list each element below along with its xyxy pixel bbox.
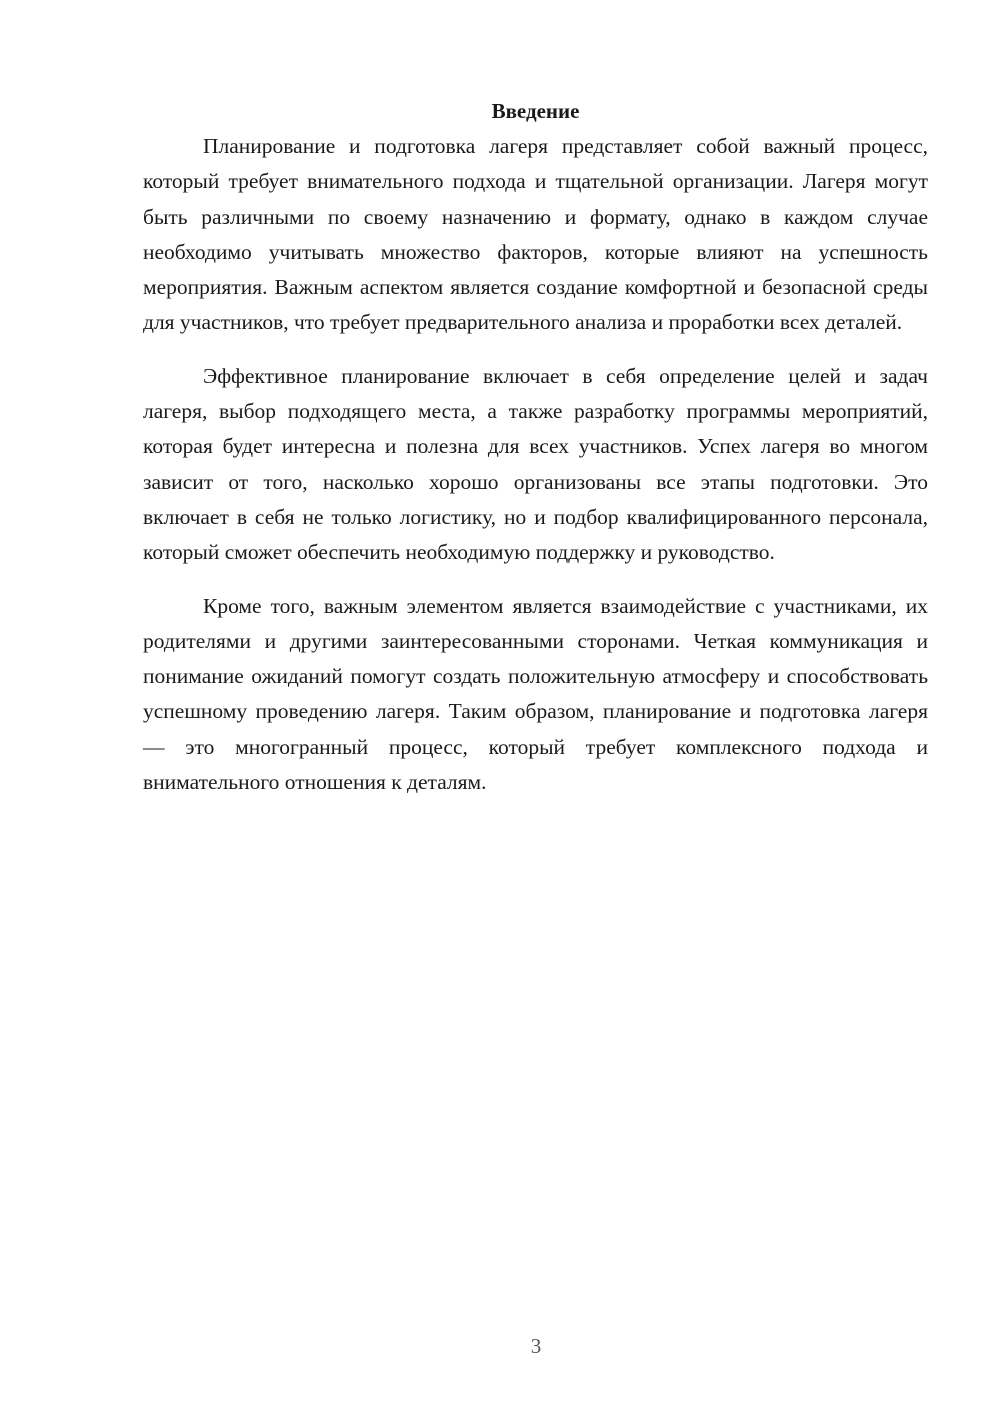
document-body [143,94,928,800]
section-heading: Введение [491,99,580,123]
page-number: 3 [530,1334,542,1358]
paragraph-1: Планирование и подготовка лагеря представляет собой важный процесс, который требует внимательного подхода и тщательной организации. Лагеря могут быть различными по своему назначению и формату, однако в каждом случае необходимо учитывать множество факторов, которые влияют на успешность мероприятия. Важным аспектом является создание комфортной и безопасной среды для участников, что требует предварительного анализа и проработки всех деталей. [143,134,928,335]
paragraph-2: Эффективное планирование включает в себя определение целей и задач лагеря, выбор подходящего места, а также разработку программы мероприятий, которая будет интересна и полезна для всех участников. Успех лагеря во многом зависит от того, насколько хорошо организованы все этапы подготовки. Это включает в себя не только логистику, но и подбор квалифицированного персонала, который сможет обеспечить необходимую поддержку и руководство. [143,363,928,565]
paragraph-3: Кроме того, важным элементом является взаимодействие с участниками, их родителями и другими заинтересованными сторонами. Четкая коммуникация и понимание ожиданий помогут создать положительную атмосферу и способствовать успешному проведению лагеря. Таким образом, планирование и подготовка лагеря — это многогранный процесс, который требует комплексного подхода и внимательного отношения к деталям. [143,593,928,795]
